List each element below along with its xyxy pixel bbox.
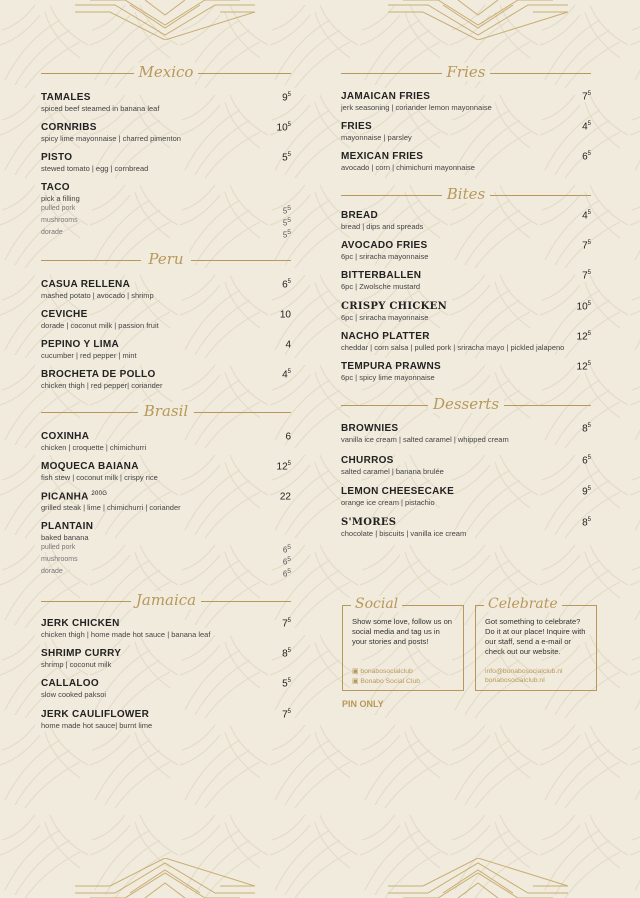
menu-item: CRISPY CHICKEN 6pc | sriracha mayonnaise $10^5$ (341, 301, 591, 322)
section-header-jamaica (41, 591, 291, 611)
section-title: Peru (143, 250, 188, 268)
section-title: Jamaica (131, 591, 201, 609)
option-row: dorade $5^5$ (41, 229, 291, 240)
art-deco-ornament-bottom-left (70, 858, 260, 898)
menu-item: COXINHA chicken | croquette | chimichurri 6 (41, 431, 291, 452)
option-row: mushrooms $5^5$ (41, 217, 291, 228)
menu-item: JERK CHICKEN chicken thigh | home made hot sauce | banana leaf $7^5$ (41, 618, 291, 639)
menu-item-plantain: PLANTAIN baked banana pulled pork $6^5$ mushrooms $6^5$ dorade $6^5$ (41, 521, 291, 579)
section-title: Fries (442, 63, 491, 81)
option-row: pulled pork $6^5$ (41, 544, 291, 555)
social-box (342, 596, 464, 691)
menu-item: CEVICHE dorade | coconut milk | passion fruit 10 (41, 309, 291, 330)
menu-item: BROCHETA DE POLLO chicken thigh | red pepper| coriander $4^5$ (41, 369, 291, 390)
section-header-fries (341, 63, 591, 83)
section-header-brasil (41, 402, 291, 422)
section-header-peru (41, 250, 291, 270)
menu-item: MEXICAN FRIES avocado | corn | chimichurri mayonnaise $6^5$ (341, 151, 591, 172)
menu-item: CALLALOO slow cooked paksoi $5^5$ (41, 678, 291, 699)
section-header-mexico (41, 63, 291, 83)
menu-item-taco: TACO pick a filling pulled pork $5^5$ mushrooms $5^5$ dorade $5^5$ (41, 182, 291, 240)
menu-item: BITTERBALLEN 6pc | Zwolsche mustard $7^5$ (341, 270, 591, 291)
menu-item: S'MORES chocolate | biscuits | vanilla ice cream $8^5$ (341, 517, 591, 538)
facebook-link[interactable]: ▣ Bonabo Social Club (352, 678, 421, 685)
section-header-bites (341, 185, 591, 205)
menu-item: AVOCADO FRIES 6pc | sriracha mayonnaise $7^5$ (341, 240, 591, 261)
section-title: Bites (442, 185, 490, 203)
facebook-icon: ▣ (352, 678, 359, 685)
menu-item: CASUA RELLENA mashed potato | avocado | shrimp $6^5$ (41, 279, 291, 300)
celebrate-text: Got something to celebrate? Do it at our place! Inquire with our staff, send a e-mail or check out our website. (485, 617, 586, 656)
menu-item: CHURROS salted caramel | banana brulée $6^5$ (341, 455, 591, 476)
menu-item: SHRIMP CURRY shrimp | coconut milk $8^5$ (41, 648, 291, 669)
instagram-icon: ▣ (352, 668, 359, 675)
website-link[interactable]: bonabosocialclub.nl (485, 677, 545, 684)
social-text: Show some love, follow us on social media and tag us in your stories and posts! (352, 617, 453, 646)
menu-item: MOQUECA BAIANA fish stew | coconut milk | crispy rice $12^5$ (41, 461, 291, 482)
celebrate-title: Celebrate (484, 596, 562, 612)
menu-item: NACHO PLATTER cheddar | corn salsa | pulled pork | sriracha mayo | pickled jalapeno $12^5$ (341, 331, 591, 352)
menu-item: CORNRIBS spicy lime mayonnaise | charred pimenton $10^5$ (41, 122, 291, 143)
menu-item: JAMAICAN FRIES jerk seasoning | coriander lemon mayonnaise $7^5$ (341, 91, 591, 112)
menu-item: TAMALES spiced beef steamed in banana leaf $9^5$ (41, 92, 291, 113)
menu-item: LEMON CHEESECAKE orange ice cream | pistachio $9^5$ (341, 486, 591, 507)
art-deco-ornament-bottom-right (383, 858, 573, 898)
pin-only-note: PIN ONLY (342, 699, 384, 709)
menu-item: PICANHA $^{200G}$ grilled steak | lime | chimichurri | coriander 22 (41, 491, 291, 513)
section-header-desserts (341, 395, 591, 415)
option-row: dorade $6^5$ (41, 568, 291, 579)
menu-item: BROWNIES vanilla ice cream | salted caramel | whipped cream $8^5$ (341, 423, 591, 444)
menu-item: TEMPURA PRAWNS 6pc | spicy lime mayonnaise $12^5$ (341, 361, 591, 382)
section-title: Desserts (428, 395, 504, 413)
option-row: mushrooms $6^5$ (41, 556, 291, 567)
option-row: pulled pork $5^5$ (41, 205, 291, 216)
social-title: Social (351, 596, 402, 612)
menu-item: PISTO stewed tomato | egg | cornbread $5^5$ (41, 152, 291, 173)
email-link[interactable]: info@bonabosocialclub.nl (485, 668, 563, 675)
menu-item: BREAD bread | dips and spreads $4^5$ (341, 210, 591, 231)
menu-item: JERK CAULIFLOWER home made hot sauce| burnt lime $7^5$ (41, 709, 291, 730)
section-title: Mexico (134, 63, 199, 81)
menu-item: PEPINO Y LIMA cucumber | red pepper | mint 4 (41, 339, 291, 360)
menu-item: FRIES mayonnaise | parsley $4^5$ (341, 121, 591, 142)
art-deco-ornament-top-left (70, 0, 260, 40)
celebrate-box (475, 596, 597, 691)
section-title: Brasil (139, 402, 193, 420)
instagram-link[interactable]: ▣ bonabosocialclub (352, 668, 413, 675)
art-deco-ornament-top-right (383, 0, 573, 40)
